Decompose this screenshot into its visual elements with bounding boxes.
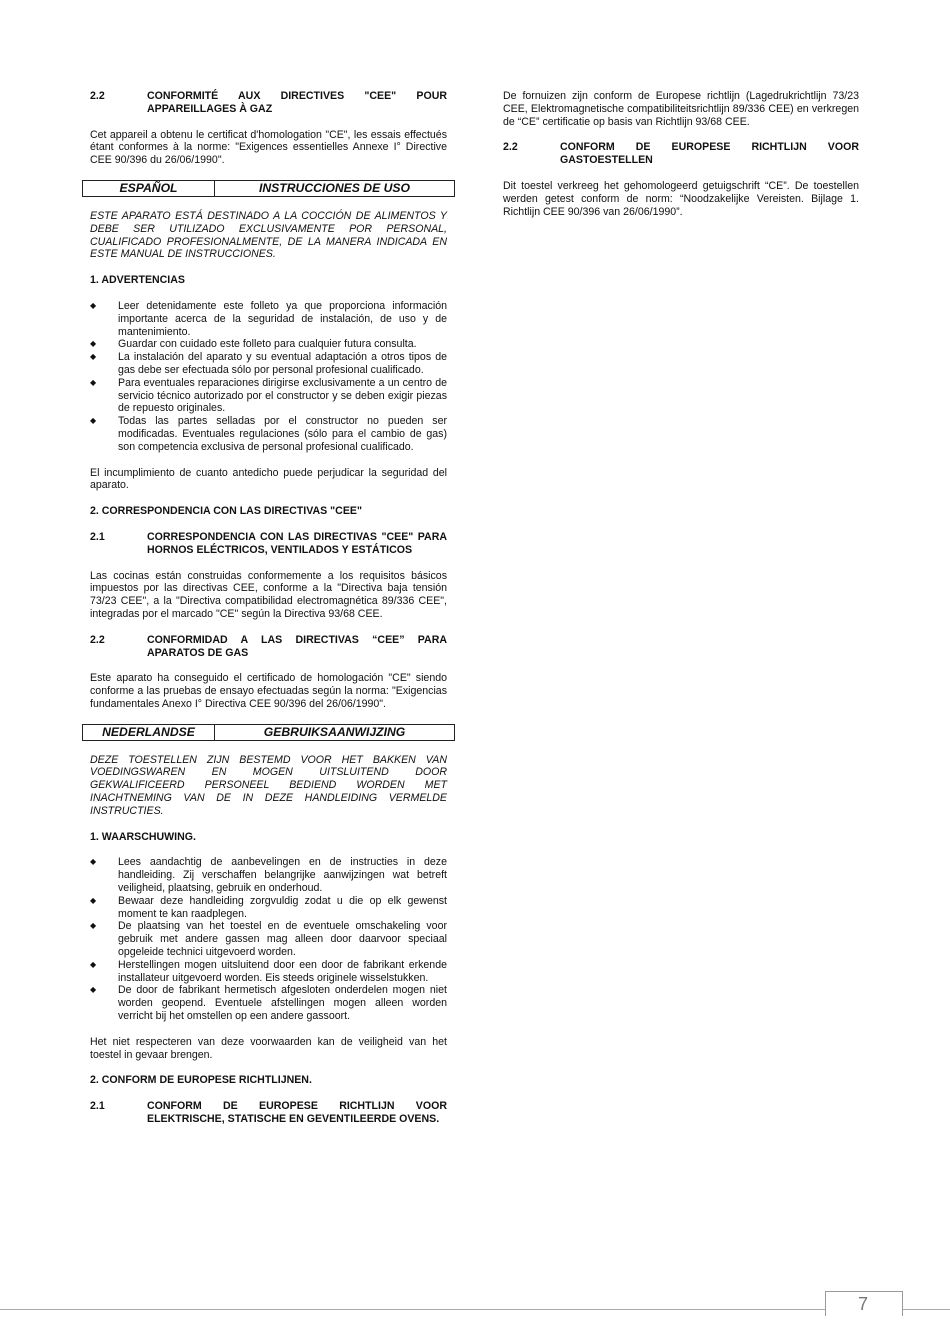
diamond-bullet-icon: ◆: [90, 300, 97, 310]
list-item-text: Para eventuales reparaciones dirigirse exclusivamente a un centro de servicio técnico autorizado por el constructor y se deben exigir piezas de repuesto originales.: [118, 376, 447, 415]
paragraph-nl-1: Het niet respecteren van deze voorwaarden kan de veiligheid van het toestel in gevaar brengen.: [90, 1035, 447, 1061]
section-number: 2.2: [503, 141, 518, 154]
list-item-text: Lees aandachtig de aanbevelingen en de instructies in deze handleiding. Zij verschaffen belangrijke aanwijzingen wat betreft veiligheid, plaatsing, gebruik en onderhoud.: [118, 856, 447, 895]
section-heading-es-2-2: [90, 634, 447, 660]
language-banner-es: [82, 180, 455, 197]
banner-language: NEDERLANDSE: [83, 725, 215, 740]
list-item: [90, 856, 447, 894]
banner-title: INSTRUCCIONES DE USO: [258, 180, 410, 195]
paragraph-fr: Cet appareil a obtenu le certificat d'homologation "CE", les essais effectués étant conformes à la norme: "Exigences essentielles Annexe I° Directive CEE 90/396 du 26/06/1990".: [90, 128, 447, 167]
section-heading-nl-2-2: [503, 141, 859, 167]
paragraph-es-2: Las cocinas están construidas conformemente a los requisitos básicos impuestos por las directivas CEE, conforme a la "Directiva baja tensión 73/23 CEE", a la "Directiva compatibilidad electromagnética 89/336 CEE", integradas por el marcado "CE" según la Directiva 93/68 CEE.: [90, 569, 447, 620]
list-item-text: Leer detenidamente este folleto ya que proporciona información importante acerca de la seguridad de instalación, de uso y de mantenimiento.: [118, 299, 447, 338]
list-item-text: Todas las partes selladas por el constructor no pueden ser modificadas. Eventuales regulaciones (sólo para el cambio de gas) son competencia exclusiva de personal profesional cualificado.: [118, 415, 447, 453]
section-number: 2.2: [90, 633, 105, 646]
list-item: [90, 300, 447, 338]
diamond-bullet-icon: ◆: [90, 857, 97, 867]
paragraph-es-1: El incumplimiento de cuanto antedicho puede perjudicar la seguridad del aparato.: [90, 466, 447, 492]
left-column: [90, 90, 447, 1139]
intro-es: ESTE APARATO ESTÁ DESTINADO A LA COCCIÓN DE ALIMENTOS Y DEBE SER UTILIZADO EXCLUSIVAMENTE POR PERSONAL, CUALIFICADO PROFESIONALMENTE, DE LA MANERA INDICADA EN ESTE MANUAL DE INSTRUCCIONES.: [90, 209, 447, 261]
page-number: 7: [857, 1294, 868, 1314]
list-item: [90, 895, 447, 921]
paragraph-nl-2: De fornuizen zijn conform de Europese richtlijn (Lagedrukrichtlijn 73/23 CEE, Elektromagnetische compatibiliteitsrichtlijn 89/336 CEE) en verkregen de “CE” certificatie op basis van Richtlijn 93/68 CEE.: [503, 90, 859, 128]
diamond-bullet-icon: ◆: [90, 921, 97, 931]
list-item: [90, 351, 447, 377]
list-item-text: De plaatsing van het toestel en de eventuele omschakeling voor gebruik met andere gassen mag alleen door daarvoor speciaal opgeleide technici uitgevoerd worden.: [118, 920, 447, 959]
list-item: [90, 920, 447, 958]
list-item: [90, 415, 447, 453]
heading-nl-1: 1. WAARSCHUWING.: [90, 830, 196, 843]
list-item-text: Guardar con cuidado este folleto para cualquier futura consulta.: [118, 338, 417, 351]
section-title: CONFORMITÉ AUX DIRECTIVES "CEE" POUR APPAREILLAGES À GAZ: [147, 90, 447, 115]
list-item-text: De door de fabrikant hermetisch afgesloten onderdelen mogen niet worden geopend. Eventuele afstellingen mogen alleen worden verricht bij het omstellen op een andere gassoort.: [118, 984, 447, 1023]
list-item-text: Bewaar deze handleiding zorgvuldig zodat u die op elk gewenst moment te kan raadplegen.: [118, 894, 447, 920]
diamond-bullet-icon: ◆: [90, 959, 97, 969]
list-item: [90, 984, 447, 1022]
bullet-list-nl: [90, 856, 447, 1022]
diamond-bullet-icon: ◆: [90, 985, 97, 995]
heading-es-1: 1. ADVERTENCIAS: [90, 274, 185, 287]
footer-rule: [0, 1309, 950, 1310]
diamond-bullet-icon: ◆: [90, 895, 97, 905]
right-column: [503, 90, 859, 231]
section-number: 2.1: [90, 530, 105, 543]
list-item: [90, 959, 447, 985]
list-item: [90, 338, 447, 351]
section-title: CORRESPONDENCIA CON LAS DIRECTIVAS "CEE" PARA HORNOS ELÉCTRICOS, VENTILADOS Y ESTÁTICOS: [147, 530, 447, 556]
banner-language: ESPAÑOL: [83, 181, 215, 196]
diamond-bullet-icon: ◆: [90, 416, 97, 426]
banner-title: GEBRUIKSAANWIJZING: [263, 724, 406, 739]
language-banner-nl: [82, 724, 455, 741]
list-item-text: Herstellingen mogen uitsluitend door een door de fabrikant erkende installateur uitgevoerd worden. Eis steeds originele wisselstukken.: [118, 958, 447, 984]
list-item-text: La instalación del aparato y su eventual adaptación a otros tipos de gas debe ser efectuada sólo por personal profesional cualificado.: [118, 351, 447, 376]
section-heading-es-2-1: [90, 531, 447, 557]
section-number: 2.2: [90, 90, 105, 102]
section-title: CONFORMIDAD A LAS DIRECTIVAS “CEE” PARA APARATOS DE GAS: [147, 633, 447, 659]
diamond-bullet-icon: ◆: [90, 339, 97, 349]
intro-nl: DEZE TOESTELLEN ZIJN BESTEMD VOOR HET BAKKEN VAN VOEDINGSWAREN EN MOGEN UITSLUITEND DOOR GEKWALIFICEERD PERSONEEL BEDIEND WORDEN MET INACHTNEMING VAN DE IN DEZE HANDLEIDING VERMELDE INSTRUCTIES.: [90, 753, 447, 817]
heading-es-2: 2. CORRESPONDENCIA CON LAS DIRECTIVAS "CEE": [90, 505, 362, 518]
heading-nl-2: 2. CONFORM DE EUROPESE RICHTLIJNEN.: [90, 1074, 312, 1087]
diamond-bullet-icon: ◆: [90, 377, 97, 387]
diamond-bullet-icon: ◆: [90, 352, 97, 362]
section-number: 2.1: [90, 1100, 105, 1113]
paragraph-es-3: Este aparato ha conseguido el certificado de homologación "CE" siendo conforme a las pruebas de ensayo efectuadas según la norma: "Exigencias fundamentales Anexo I° Directiva CEE 90/396 del 26/06/1990".: [90, 672, 447, 710]
section-heading-fr-2-2: [90, 90, 447, 116]
section-heading-nl-2-1: [90, 1100, 447, 1126]
section-title: CONFORM DE EUROPESE RICHTLIJN VOOR ELEKTRISCHE, STATISCHE EN GEVENTILEERDE OVENS.: [147, 1100, 447, 1126]
list-item: [90, 377, 447, 415]
paragraph-nl-3: Dit toestel verkreeg het gehomologeerd getuigschrift “CE”. De toestellen werden getest conform de norm: “Noodzakelijke Vereisten. Bijlage 1. Richtlijn CEE 90/396 van 26/06/1990”.: [503, 179, 859, 218]
bullet-list-es: [90, 300, 447, 454]
section-title: CONFORM DE EUROPESE RICHTLIJN VOOR GASTOESTELLEN: [560, 141, 859, 167]
